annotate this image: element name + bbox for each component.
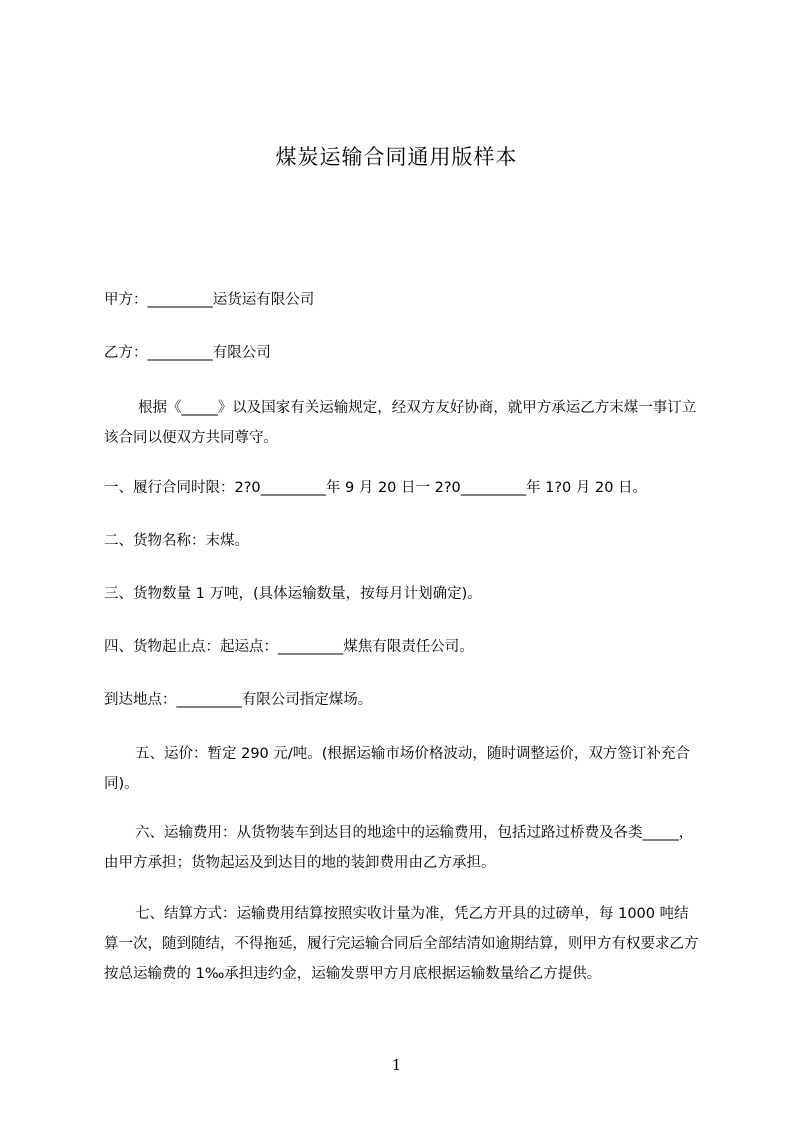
page-number: 1 [391, 1056, 402, 1074]
clause-goods-name: 二、货物名称：末煤。 [104, 533, 249, 549]
clause-destination: 到达地点：_________有限公司指定煤场。 [104, 692, 373, 708]
party-b-line: 乙方：_________有限公司 [104, 345, 271, 361]
clause-origin: 四、货物起止点：起运点：_________煤焦有限责任公司。 [104, 639, 474, 655]
clause-term: 一、履行合同时限：2?0_________年 9 月 20 日一 2?0_________年 1?0 月 20 日。 [104, 480, 648, 496]
party-a-line: 甲方：_________运货运有限公司 [104, 292, 315, 308]
preamble-paragraph: 根据《_____》以及国家有关运输规定，经双方友好协商，就甲方承运乙方末煤一事订立该合同以便双方共同尊守。 [104, 400, 697, 446]
clause-settlement: 七、结算方式：运输费用结算按照实收计量为准，凭乙方开具的过磅单，每 1000 吨结算一次，随到随结，不得拖延，履行完运输合同后全部结清如逾期结算，则甲方有权要求乙方按总运输费的 1‰承担违约金，运输发票甲方月底根据运输数量给乙方提供。 [104, 906, 699, 982]
document-title: 煤炭运输合同通用版样本 [275, 145, 518, 169]
clause-transport-costs: 六、运输费用：从货物装车到达目的地途中的运输费用，包括过路过桥费及各类_____，由甲方承担；货物起运及到达目的地的装卸费用由乙方承担。 [104, 825, 694, 871]
clause-freight-rate: 五、运价：暂定 290 元/吨。(根据运输市场价格波动，随时调整运价，双方签订补充合同)。 [104, 746, 690, 792]
clause-quantity: 三、货物数量 1 万吨，(具体运输数量，按每月计划确定)。 [104, 586, 482, 602]
